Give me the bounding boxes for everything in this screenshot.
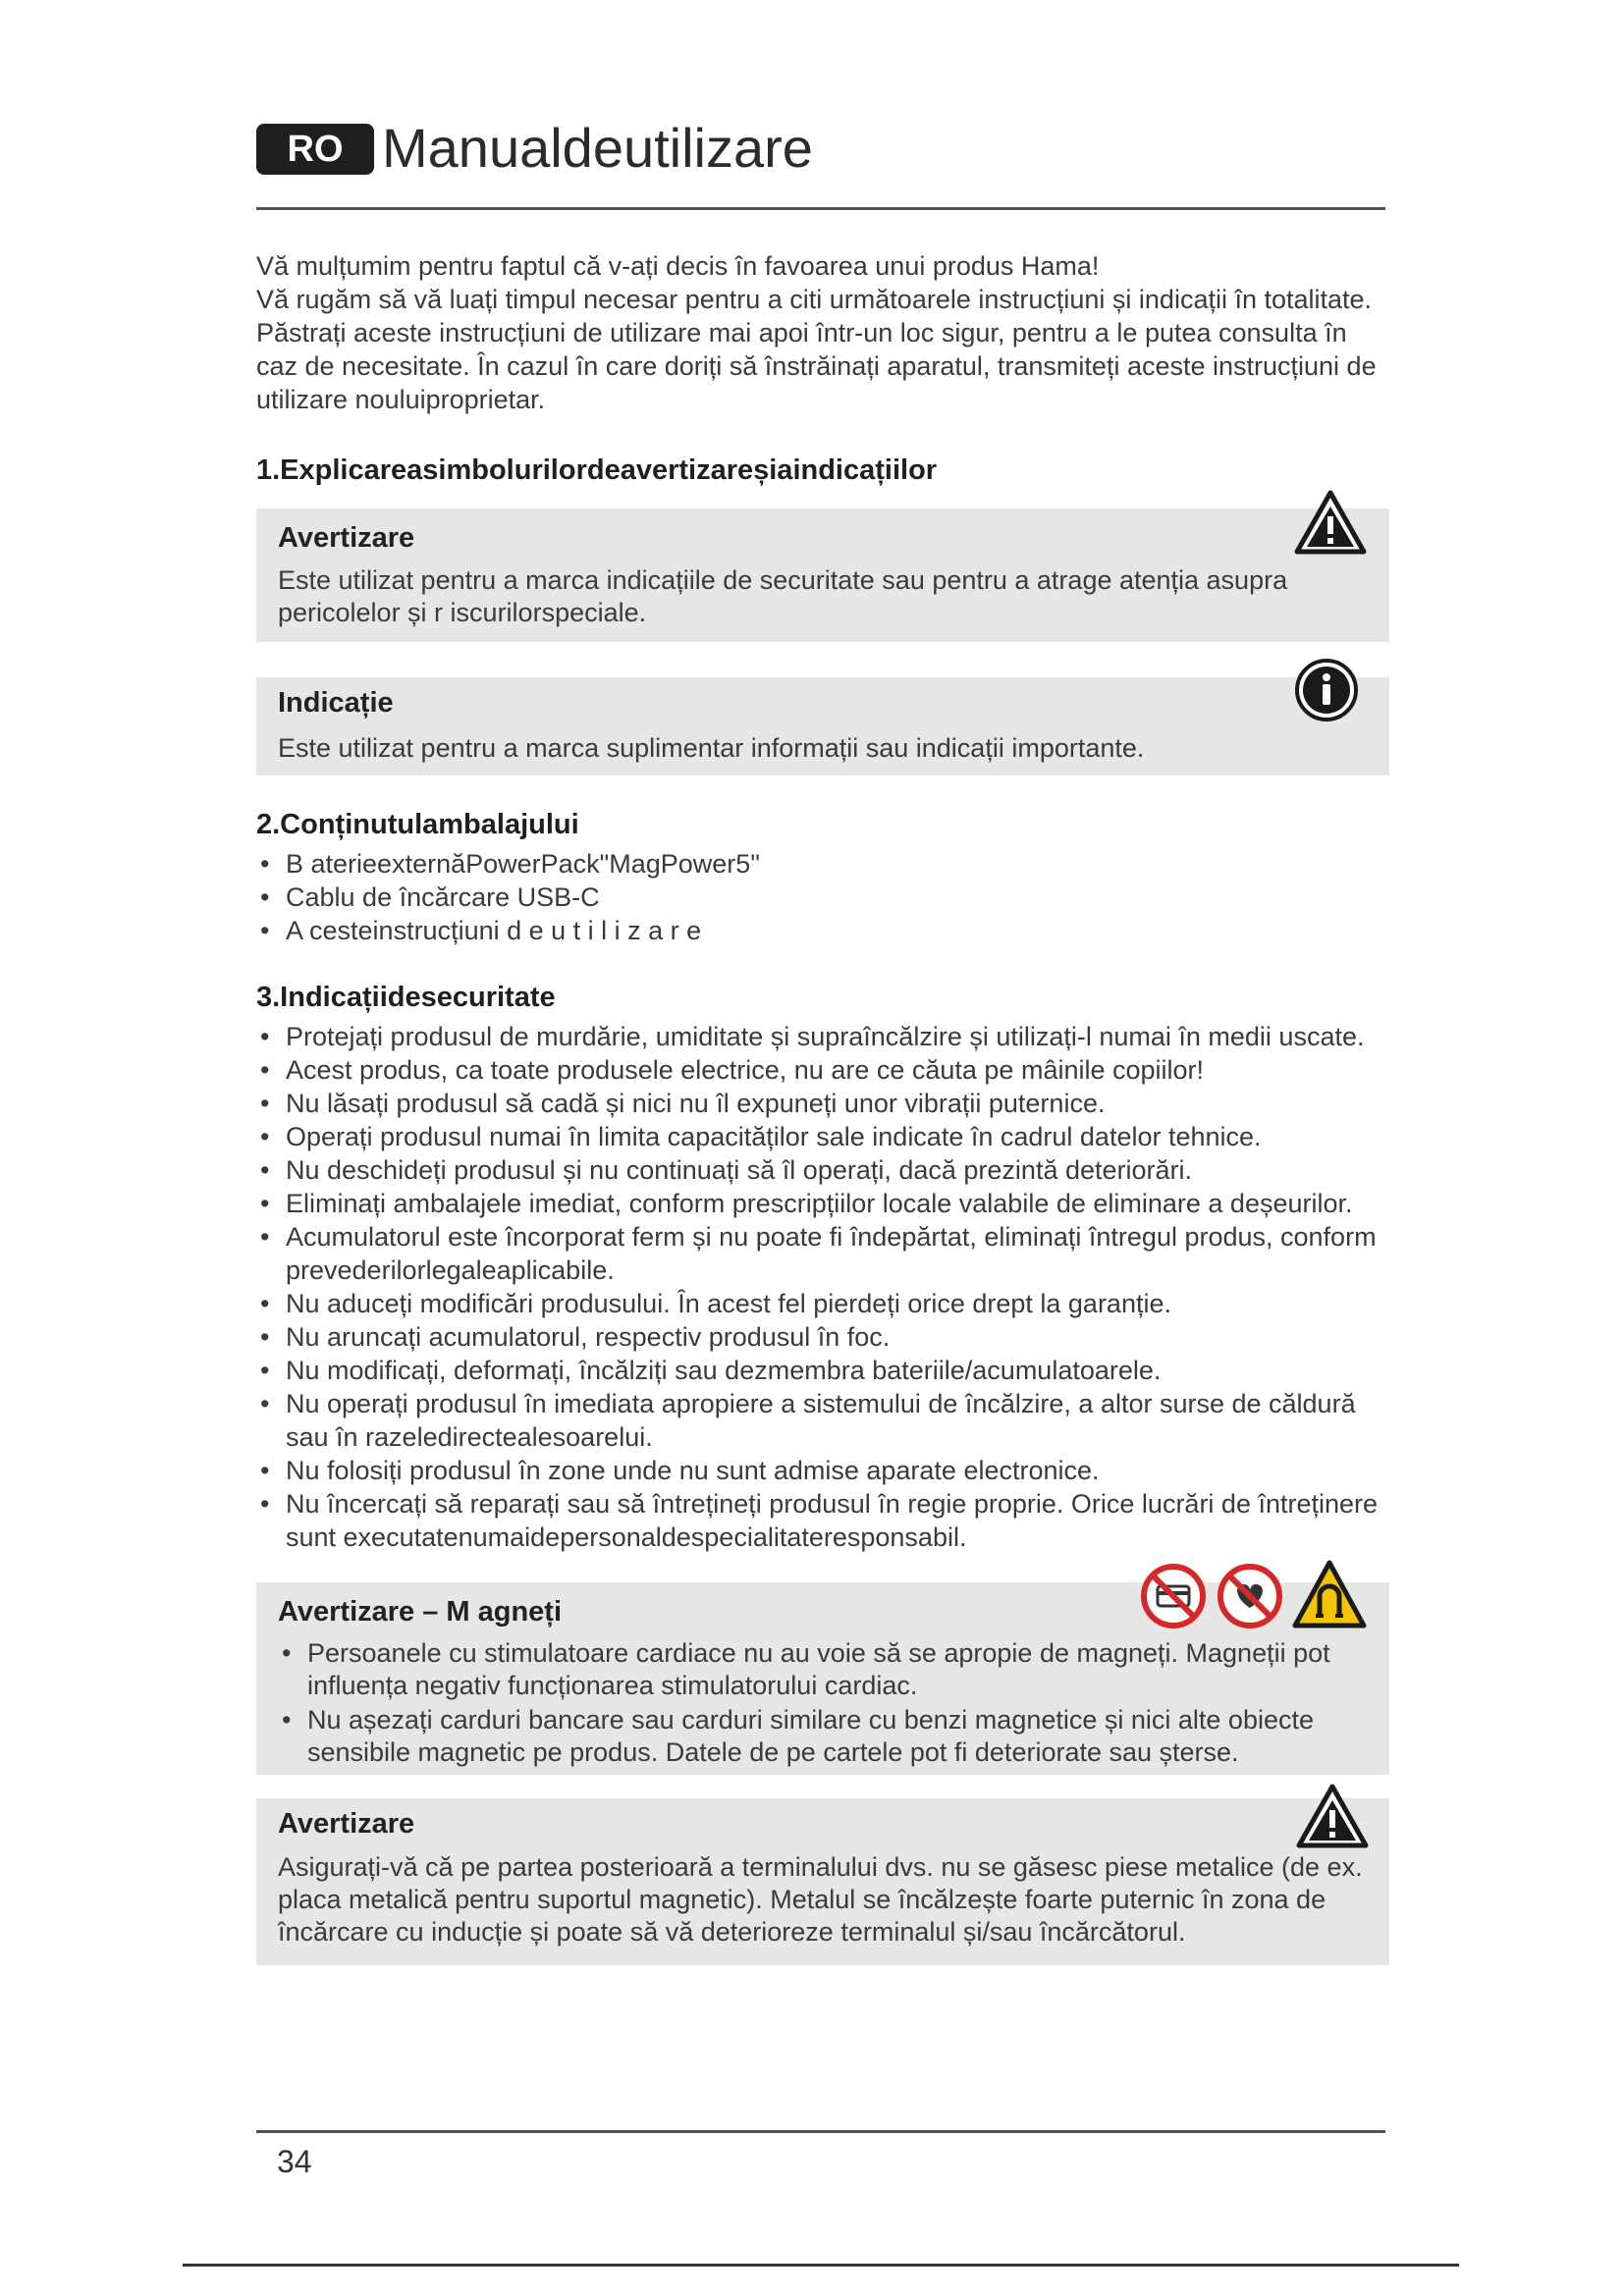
box-title: Avertizare <box>278 522 415 554</box>
no-pacemaker-icon <box>1217 1563 1283 1634</box>
magnet-warning-list <box>278 1637 1366 1771</box>
list-item: • Cablu de încărcare USB-C <box>256 881 1385 914</box>
note-box <box>256 677 1389 775</box>
list-item: • Protejați produsul de murdărie, umiditate și supraîncălzire și utilizați-l numai în medii uscate. <box>256 1020 1385 1053</box>
footer-divider <box>256 2130 1385 2133</box>
section-heading: 1.Explicareasimbolurilordeavertizareșiaindicațiilor <box>256 454 938 486</box>
list-item: • Nu încercați să reparați sau să întrețineți produsul în regie proprie. Orice lucrări de întreținere sunt executatenumaidepersonaldespecialitateresponsabil. <box>256 1487 1385 1554</box>
section-heading: 2.Conținutulambalajului <box>256 809 579 840</box>
box-text: Asigurați-vă că pe partea posterioară a terminalului dvs. nu se găsesc piese metalice (de ex. placa metalică pentru suportul magnetic). Metalul se încălzește foarte puternic în zona de încărcare cu inducție și poate să vă deterioreze terminalul și/sau încărcătorul. <box>278 1852 1363 1947</box>
no-cards-icon <box>1140 1563 1207 1634</box>
box-title: Avertizare <box>278 1808 415 1840</box>
page-bottom-rule <box>183 2264 1459 2267</box>
list-item: • Nu deschideți produsul și nu continuați să îl operați, dacă prezintă deteriorări. <box>256 1153 1385 1187</box>
list-item: • Nu aduceți modificări produsului. În acest fel pierdeți orice drept la garanție. <box>256 1287 1385 1320</box>
section-heading: 3.Indicațiidesecuritate <box>256 982 556 1013</box>
list-item: • Nu așezați carduri bancare sau carduri similare cu benzi magnetice și nici alte obiecte sensibile magnetic pe produs. Datele de pe cartele pot fi deteriorate sau șterse. <box>278 1704 1366 1769</box>
list-item: • Nu lăsați produsul să cadă și nici nu îl expuneți unor vibrații puternice. <box>256 1087 1385 1120</box>
warning-triangle-icon <box>1295 1783 1370 1854</box>
intro-paragraph: Vă rugăm să vă luați timpul necesar pentru a citi următoarele instrucțiuni și indicații în totalitate. Păstrați aceste instrucțiuni de utilizare mai apoi într-un loc sigur, pentru a le putea consulta în caz de necesitate. În cazul în care doriți să înstrăinați aparatul, transmiteți aceste instrucțiuni de utilizare nouluiproprietar. <box>256 285 1377 414</box>
page-header <box>256 118 1385 179</box>
list-item: • Acest produs, ca toate produsele electrice, nu are ce căuta pe mâinile copiilor! <box>256 1053 1385 1087</box>
intro-text <box>256 249 1385 416</box>
list-item: • Persoanele cu stimulatoare cardiace nu au voie să se apropie de magneți. Magneții pot influența negativ funcționarea stimulatorului cardiac. <box>278 1637 1366 1702</box>
list-item: • B aterieexternăPowerPack"MagPower5" <box>256 847 1385 881</box>
list-item: • Nu aruncați acumulatorul, respectiv produsul în foc. <box>256 1320 1385 1354</box>
info-circle-icon <box>1294 658 1359 727</box>
intro-paragraph: Vă mulțumim pentru faptul că v-ați decis în favoarea unui produs Hama! <box>256 251 1100 281</box>
warning-box <box>256 508 1389 642</box>
safety-list <box>256 1020 1385 1554</box>
box-text: Este utilizat pentru a marca suplimentar informații sau indicații importante. <box>278 733 1145 763</box>
page-title: Manualdeutilizare <box>382 117 813 179</box>
list-item: • Eliminați ambalajele imediat, conform prescripțiilor locale valabile de eliminare a deșeurilor. <box>256 1187 1385 1220</box>
box-title: Indicație <box>278 687 394 719</box>
list-item: • Nu folosiți produsul în zone unde nu sunt admise aparate electronice. <box>256 1454 1385 1487</box>
list-item: • Acumulatorul este încorporat ferm și nu poate fi îndepărtat, eliminați întregul produs, conform prevederilorlegaleaplicabile. <box>256 1220 1385 1287</box>
box-text: Este utilizat pentru a marca indicațiile de securitate sau pentru a atrage atenția asupra pericolelor și r iscurilorspeciale. <box>278 565 1288 627</box>
language-badge: RO <box>256 124 374 175</box>
header-divider <box>256 207 1385 210</box>
list-item: • A cesteinstrucțiuni d e u t i l i z a r e <box>256 914 1385 947</box>
metal-warning-box <box>256 1798 1389 1965</box>
page-number: 34 <box>277 2144 312 2179</box>
warning-triangle-icon <box>1293 489 1368 561</box>
list-item: • Nu operați produsul în imediata apropiere a sistemului de încălzire, a altor surse de căldură sau în razeledirectealesoarelui. <box>256 1387 1385 1454</box>
magnet-warning-icon <box>1291 1559 1368 1634</box>
package-contents-list <box>256 847 1385 947</box>
magnet-warning-box <box>256 1582 1389 1775</box>
box-title: Avertizare – M agneți <box>278 1596 563 1628</box>
list-item: • Operați produsul numai în limita capacităților sale indicate în cadrul datelor tehnice. <box>256 1120 1385 1153</box>
list-item: • Nu modificați, deformați, încălziți sau dezmembra bateriile/acumulatoarele. <box>256 1354 1385 1387</box>
